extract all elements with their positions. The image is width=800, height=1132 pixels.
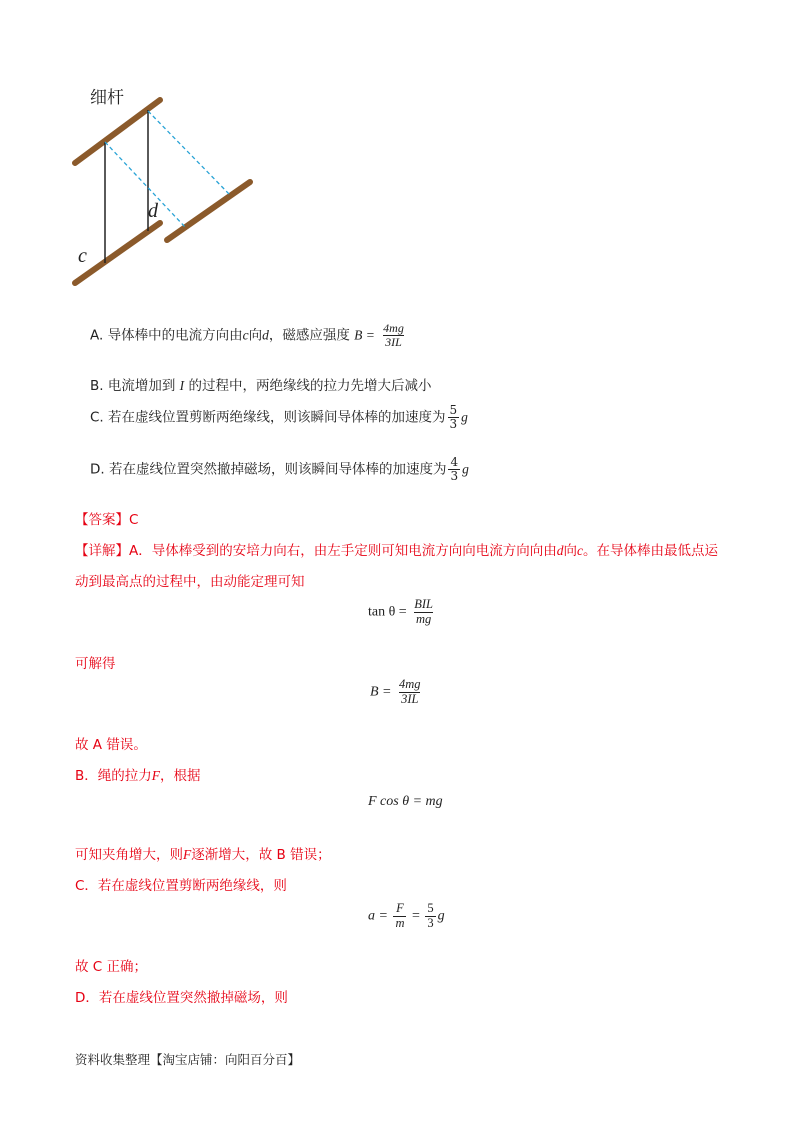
equation-tan: tan θ = $\frac{\text{BIL}}{mg}$ xyxy=(368,597,433,626)
equation-cos: F cos θ = mg xyxy=(368,794,443,809)
fraction: $\frac{4}{3}$ xyxy=(450,455,459,484)
dashed-line-1 xyxy=(105,142,185,227)
equation-b: B = $\frac{4mg}{3IL}$ xyxy=(370,677,421,706)
option-d: D. 若在虚线位置突然撤掉磁场，则该瞬间导体棒的加速度为 $\frac{4}{3}$ g xyxy=(90,455,469,484)
physics-figure xyxy=(60,85,280,295)
answer-label: 【答案】C xyxy=(75,512,139,528)
figure-title: 细杆 xyxy=(90,88,124,108)
option-a: A. 导体棒中的电流方向由c向d，磁感应强度 B = $\frac{4mg}{3IL}$ xyxy=(90,321,404,350)
fraction: $\frac{5}{3}$ xyxy=(449,403,458,432)
c-conclusion: 故 C 正确； xyxy=(75,959,148,975)
top-rod-right xyxy=(167,182,250,240)
label-d: d xyxy=(148,200,158,222)
conductor-rod xyxy=(75,223,160,283)
dashed-line-2 xyxy=(148,111,230,195)
equation-a: a = $\frac{F}{m}$ = $\frac{5}{3}$ g xyxy=(368,901,445,930)
a-conclusion: 故 A 错误。 xyxy=(75,737,147,753)
c-line: C．若在虚线位置剪断两绝缘线，则 xyxy=(75,878,287,894)
label-c: c xyxy=(78,245,87,267)
option-b: B. 电流增加到 I 的过程中，两绝缘线的拉力先增大后减小 xyxy=(90,378,432,394)
b-conclusion: 可知夹角增大，则F逐渐增大，故 B 错误； xyxy=(75,847,331,863)
b-line: B．绳的拉力F，根据 xyxy=(75,768,201,784)
option-c: C. 若在虚线位置剪断两绝缘线，则该瞬间导体棒的加速度为 $\frac{5}{3}$ g xyxy=(90,403,468,432)
d-line: D．若在虚线位置突然撤掉磁场，则 xyxy=(75,990,288,1006)
explain-line-1: 【详解】A．导体棒受到的安培力向右，由左手定则可知电流方向向电流方向向由d向c。在导体棒由最低点运 xyxy=(75,543,718,559)
fraction: $\frac{4mg}{3IL}$ xyxy=(383,321,404,350)
footer-text: 资料收集整理【淘宝店铺：向阳百分百】 xyxy=(75,1052,301,1067)
solve-label: 可解得 xyxy=(75,656,116,672)
explain-line-2: 动到最高点的过程中，由动能定理可知 xyxy=(75,574,305,590)
rods-diagram xyxy=(60,85,280,295)
